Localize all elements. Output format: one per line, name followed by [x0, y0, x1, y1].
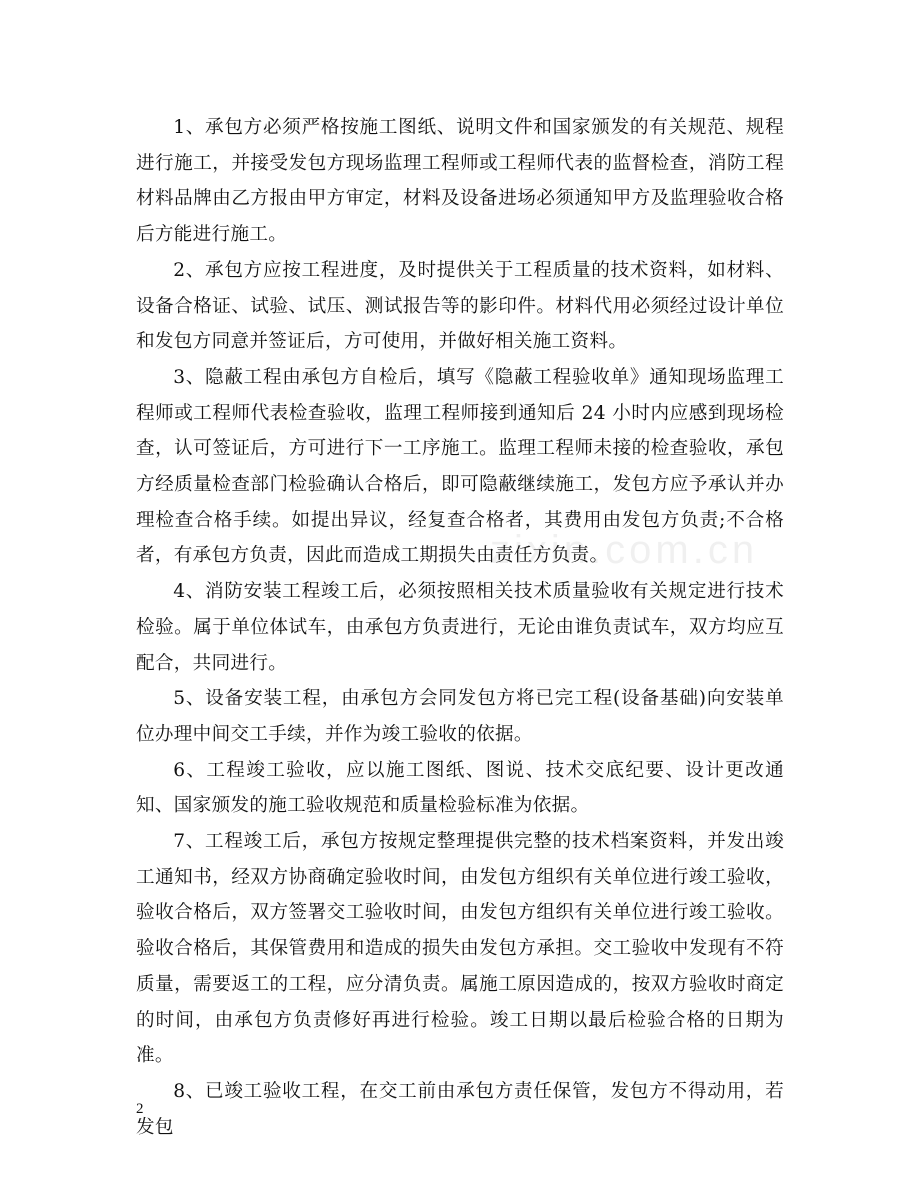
paragraph-7: 7、工程竣工后，承包方按规定整理提供完整的技术档案资料，并发出竣工通知书，经双方协商确定验收时间，由发包方组织有关单位进行竣工验收，验收合格后，双方签署交工验收时间，由发包方组织有关单位进行竣工验收。验收合格后，其保管费用和造成的损失由发包方承担。交工验收中发现有不符质量，需要返工的工程，应分清负责。属施工原因造成的，按双方验收时商定的时间，由承包方负责修好再进行检验。竣工日期以最后检验合格的日期为准。 [136, 831, 784, 1067]
paragraph-6: 6、工程竣工验收，应以施工图纸、图说、技术交底纪要、设计更改通知、国家颁发的施工验收规范和质量检验标准为依据。 [136, 759, 784, 817]
paragraph-2: 2、承包方应按工程进度，及时提供关于工程质量的技术资料，如材料、设备合格证、试验、试压、测试报告等的影印件。材料代用必须经过设计单位和发包方同意并签证后，方可使用，并做好相关施工资料。 [136, 259, 784, 353]
paragraph-4: 4、消防安装工程竣工后，必须按照相关技术质量验收有关规定进行技术检验。属于单位体试车，由承包方负责进行，无论由谁负责试车，双方均应互配合，共同进行。 [136, 581, 784, 674]
paragraph-8: 8、已竣工验收工程，在交工前由承包方责任保管，发包方不得动用，若发包 [136, 1080, 784, 1138]
paragraph-1: 1、承包方必须严格按施工图纸、说明文件和国家颁发的有关规范、规程进行施工，并接受发包方现场监理工程师或工程师代表的监督检查，消防工程材料品牌由乙方报由甲方审定，材料及设备进场必须通知甲方及监理验收合格后方能进行施工。 [136, 117, 784, 246]
page-number: 2 [136, 1101, 144, 1117]
paragraph-3: 3、隐蔽工程由承包方自检后，填写《隐蔽工程验收单》通知现场监理工程师或工程师代表检查验收，监理工程师接到通知后 24 小时内应感到现场检查，认可签证后，方可进行下一工序施工。监理工程师未接的检查验收，承包方经质量检查部门检验确认合格后，即可隐蔽继续施工，发包方应予承认并办理检查合格手续。如提出异议，经复查合格者，其费用由发包方负责;不合格者，有承包方负责，因此而造成工期损失由责任方负责。 [136, 366, 784, 567]
document-body [136, 110, 784, 1145]
paragraph-5: 5、设备安装工程，由承包方会同发包方将已完工程(设备基础)向安装单位办理中间交工手续，并作为竣工验收的依据。 [136, 688, 784, 745]
watermark-text: zixin.com.cn [490, 528, 759, 572]
